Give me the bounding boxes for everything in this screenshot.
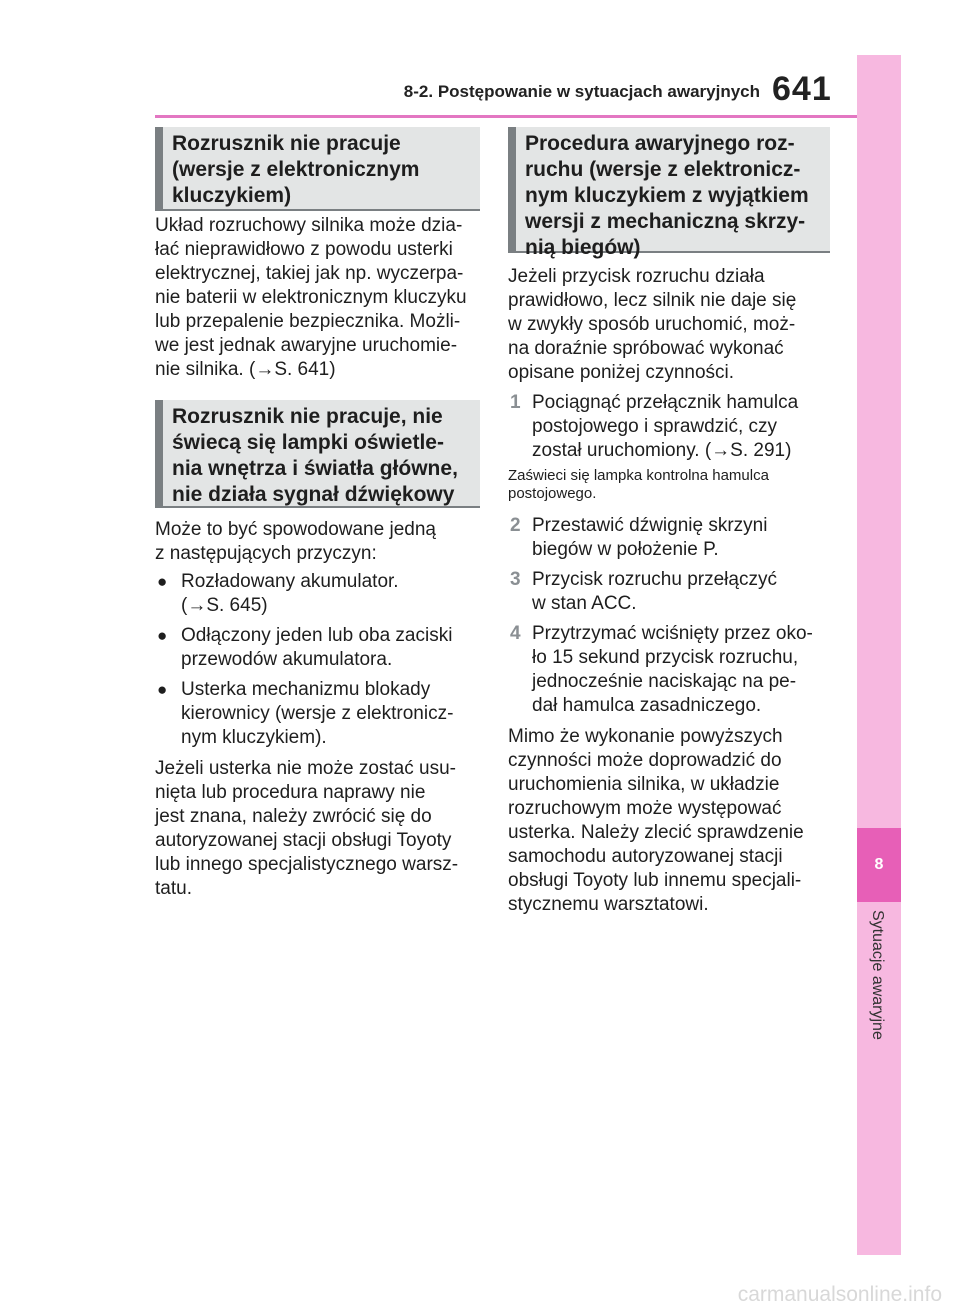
chapter-number-tab: 8 (857, 828, 901, 902)
step-number: 4 (510, 623, 521, 644)
header-rule (155, 115, 858, 118)
step-item: 1 Pociągnąć przełącznik hamulca postojowego i sprawdzić, czy został uruchomiony. (→S. 291) (510, 392, 799, 461)
heading-starter-not-working: Rozrusznik nie pracuje (wersje z elektronicznym kluczykiem) (155, 127, 480, 211)
chapter-side-tab (857, 55, 901, 1255)
step-item: 3 Przycisk rozruchu przełączyć w stan ACC. (510, 569, 777, 614)
paragraph-procedure-intro: Jeżeli przycisk rozruchu działa prawidłowo, lecz silnik nie daje się w zwykły sposób uruchomić, moż- na doraźnie spróbować wykonać opisane poniżej czynności. (508, 266, 797, 383)
paragraph-warning-inspection: Mimo że wykonanie powyższych czynności może doprowadzić do uruchomienia silnika, w układzie rozruchowym może występować usterka. Należy zlecić sprawdzenie samochodu autoryzowanej stacji obsługi Toyoty lub innemu specjali- stycznemu warsztatowi. (508, 726, 804, 915)
step-number: 1 (510, 392, 521, 413)
step-number: 3 (510, 569, 521, 590)
bullet-icon: ● (157, 680, 168, 699)
paragraph-causes-intro: Może to być spowodowane jedną z następujących przyczyn: (155, 519, 436, 564)
paragraph-contact-service: Jeżeli usterka nie może zostać usu- nięta lub procedura naprawy nie jest znana, należy zwrócić się do autoryzowanej stacji obsługi Toyoty lub innego specjalistycznego warsz- tatu. (155, 758, 459, 899)
step-number: 2 (510, 515, 521, 536)
step-item: 4 Przytrzymać wciśnięty przez oko- ło 15 sekund przycisk rozruchu, jednocześnie naciskając na pe- dał hamulca zasadniczego. (510, 623, 813, 716)
bullet-icon: ● (157, 572, 168, 591)
bullet-item: ● Rozładowany akumulator. (→S. 645) (157, 571, 399, 616)
paragraph-starter-intro: Układ rozruchowy silnika może dzia- łać nieprawidłowo z powodu usterki elektrycznej, takiej jak np. wyczerpa- nie baterii w elektronicznym kluczyku lub przepalenie bezpiecznika. Możli- we jest jednak awaryjne uruchomie- nie silnika. (→S. 641) (155, 215, 467, 380)
heading-emergency-start-procedure: Procedura awaryjnego roz- ruchu (wersje z elektronicz- nym kluczykiem z wyjątkiem wersji z mechaniczną skrzy- nią biegów) (508, 127, 830, 253)
bullet-item: ● Odłączony jeden lub oba zaciski przewodów akumulatora. (157, 625, 453, 670)
watermark: carmanualsonline.info (737, 1283, 942, 1306)
chapter-label: Sytuacje awaryjne (869, 910, 886, 1040)
bullet-icon: ● (157, 626, 168, 645)
bullet-item: ● Usterka mechanizmu blokady kierownicy (wersje z elektronicz- nym kluczykiem). (157, 679, 454, 748)
step-note: Zaświeci się lampka kontrolna hamulca postojowego. (508, 467, 769, 502)
running-header: 8-2. Postępowanie w sytuacjach awaryjnych (403, 82, 760, 101)
step-item: 2 Przestawić dźwignię skrzyni biegów w położenie P. (510, 515, 768, 560)
page-number: 641 (772, 70, 832, 108)
heading-no-lights-no-horn: Rozrusznik nie pracuje, nie świecą się lampki oświetle- nia wnętrza i światła główne, nie działa sygnał dźwiękowy (155, 400, 480, 508)
